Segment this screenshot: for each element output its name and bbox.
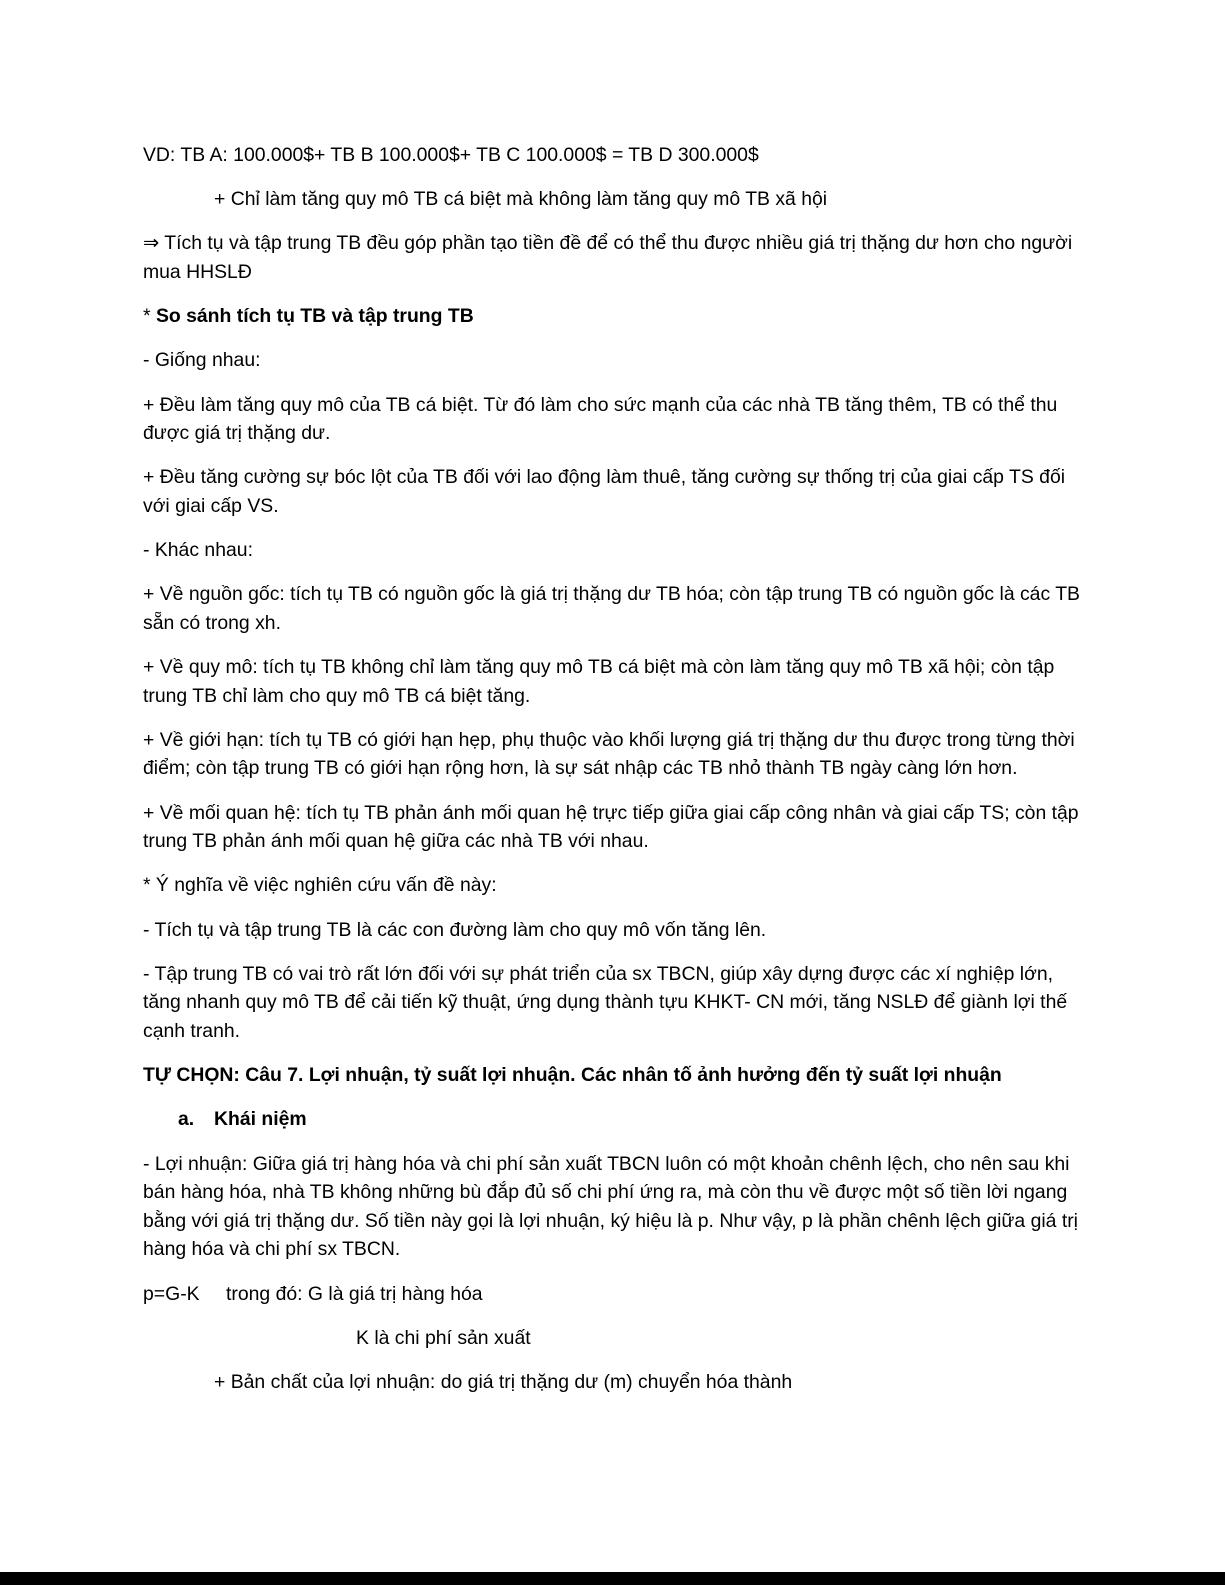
paragraph-difference-scale: + Về quy mô: tích tụ TB không chỉ làm tăng quy mô TB cá biệt mà còn làm tăng quy mô TB xã hội; còn tập trung TB chỉ làm cho quy mô TB cá biệt tăng. bbox=[143, 656, 1055, 707]
heading-text: So sánh tích tụ TB và tập trung TB bbox=[155, 305, 474, 328]
list-marker: a. bbox=[178, 1108, 195, 1131]
paragraph-similarity-2: + Đều tăng cường sự bóc lột của TB đối với lao động làm thuê, tăng cường sự thống trị của giai cấp TS đối với giai cấp VS. bbox=[143, 466, 1066, 517]
bullet-star: * bbox=[143, 305, 156, 328]
formula-row bbox=[143, 1280, 1083, 1309]
paragraph-significance-1: - Tích tụ và tập trung TB là các con đường làm cho quy mô vốn tăng lên. bbox=[143, 918, 767, 941]
paragraph-difference-limit: + Về giới hạn: tích tụ TB có giới hạn hẹp, phụ thuộc vào khối lượng giá trị thặng dư thu được trong từng thời điểm; còn tập trung TB có giới hạn rộng hơn, là sự sát nhập các TB nhỏ thành TB ngày càng lớn hơn. bbox=[143, 728, 1075, 780]
paragraph-profit-definition: - Lợi nhuận: Giữa giá trị hàng hóa và chi phí sản xuất TBCN luôn có một khoản chênh lệch, cho nên sau khi bán hàng hóa, nhà TB không những bù đắp đủ số chi phí ứng ra, mà còn thu về được một số tiền lời ngang bằng với giá trị thặng dư. Số tiền này gọi là lợi nhuận, ký hiệu là p. Như vậy, p là phần chênh lệch giữa giá trị hàng hóa và chi phí sx TBCN. bbox=[143, 1152, 1078, 1261]
section-heading-compare bbox=[143, 302, 1083, 331]
paragraph-example: VD: TB A: 100.000$+ TB B 100.000$+ TB C 100.000$ = TB D 300.000$ bbox=[143, 144, 759, 166]
paragraph-significance-2: - Tập trung TB có vai trò rất lớn đối với sự phát triển của sx TBCN, giúp xây dựng được các xí nghiệp lớn, tăng nhanh quy mô TB để cải tiến kỹ thuật, ứng dụng thành tựu KHKT- CN mới, tăng NSLĐ để giành lợi thế cạnh tranh. bbox=[143, 962, 1068, 1042]
formula: p=G-K bbox=[143, 1282, 200, 1305]
paragraph-conclusion: ⇒ Tích tụ và tập trung TB đều góp phần tạo tiền đề để có thể thu được nhiều giá trị thặng dư hơn cho người mua HHSLĐ bbox=[143, 232, 1073, 283]
paragraph-difference-origin: + Về nguồn gốc: tích tụ TB có nguồn gốc là giá trị thặng dư TB hóa; còn tập trung TB có nguồn gốc là các TB sẵn có trong xh. bbox=[143, 583, 1080, 634]
formula-explanation-g: trong đó: G là giá trị hàng hóa bbox=[226, 1282, 483, 1305]
paragraph-indented-note: + Chỉ làm tăng quy mô TB cá biệt mà không làm tăng quy mô TB xã hội bbox=[214, 188, 828, 211]
paragraph-similarity-1: + Đều làm tăng quy mô của TB cá biệt. Từ đó làm cho sức mạnh của các nhà TB tăng thêm, TB có thể thu được giá trị thặng dư. bbox=[143, 393, 1058, 445]
paragraph-difference-relation: + Về mối quan hệ: tích tụ TB phản ánh mối quan hệ trực tiếp giữa giai cấp công nhân và giai cấp TS; còn tập trung TB phản ánh mối quan hệ giữa các nhà TB với nhau. bbox=[143, 801, 1079, 853]
paragraph-significance-label: * Ý nghĩa về việc nghiên cứu vấn đề này: bbox=[143, 874, 497, 897]
paragraph-differences-label: - Khác nhau: bbox=[143, 539, 253, 562]
document-body bbox=[143, 141, 1083, 1412]
page-bottom-edge bbox=[0, 1572, 1225, 1585]
formula-explanation-k: K là chi phí sản xuất bbox=[356, 1326, 531, 1349]
list-item-text: Khái niệm bbox=[214, 1108, 307, 1131]
paragraph-similarities-label: - Giống nhau: bbox=[143, 349, 261, 372]
question-heading: TỰ CHỌN: Câu 7. Lợi nhuận, tỷ suất lợi nhuận. Các nhân tố ảnh hưởng đến tỷ suất lợi nhuận bbox=[143, 1064, 1002, 1087]
paragraph-profit-nature: + Bản chất của lợi nhuận: do giá trị thặng dư (m) chuyển hóa thành bbox=[214, 1370, 793, 1393]
list-item-a bbox=[143, 1105, 1083, 1134]
